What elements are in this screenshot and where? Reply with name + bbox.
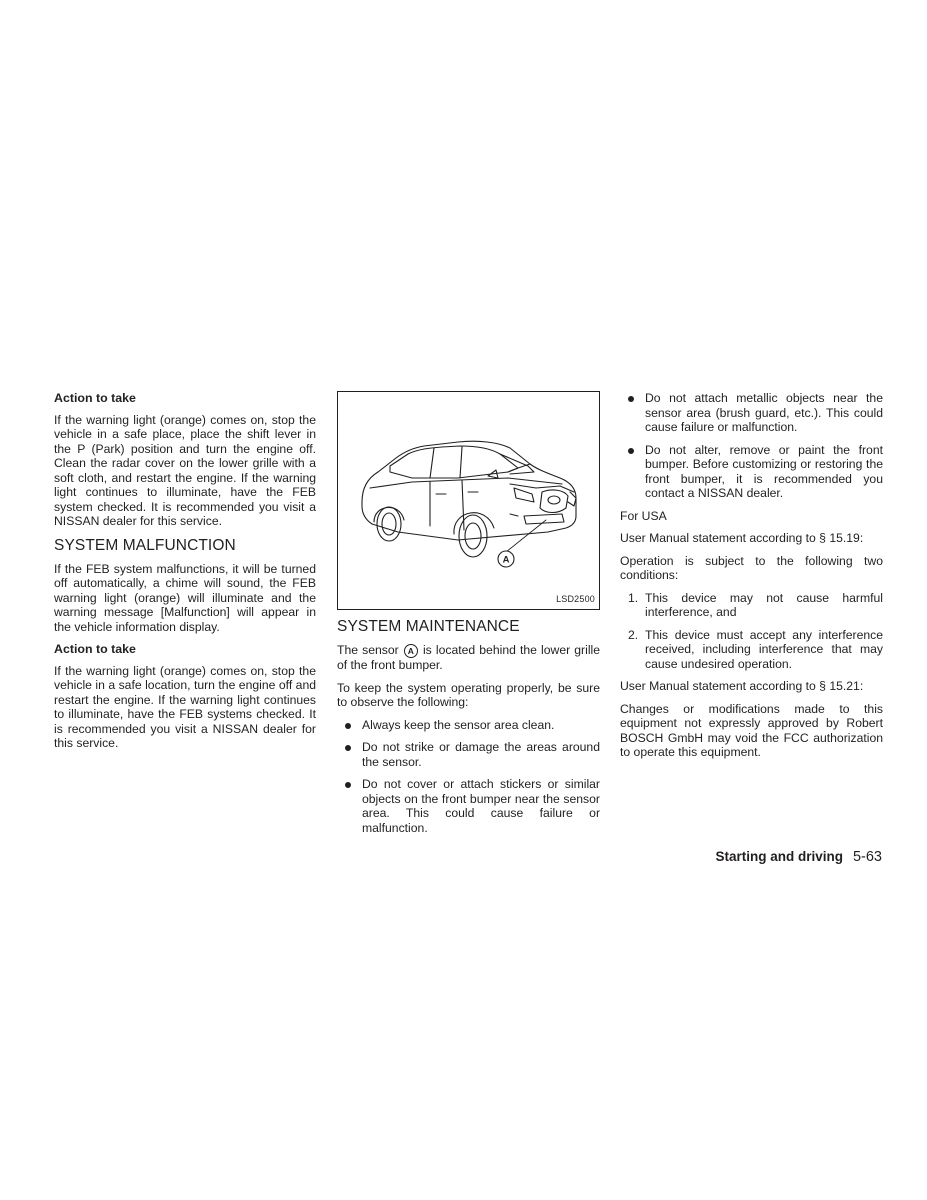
bullet-icon — [628, 396, 634, 402]
bullet-text: Do not alter, remove or paint the front bumper. Before customizing or restoring the front bumper, it is recommended you contact a NISSAN dealer. — [645, 442, 883, 500]
page-footer — [715, 849, 882, 865]
keep-operating-text: To keep the system operating properly, be sure to observe the following: — [337, 680, 600, 709]
action-heading-1: Action to take — [54, 391, 136, 405]
list-item — [337, 740, 600, 769]
car-sensor-figure — [337, 391, 600, 610]
bullet-text: Do not strike or damage the areas around the sensor. — [362, 740, 600, 769]
operation-conditions-text: Operation is subject to the following two conditions: — [620, 553, 883, 582]
action-text-2: If the warning light (orange) comes on, stop the vehicle in a safe location, turn the engine off and restart the engine. If the warning light continues to illuminate, have the FEB systems checked. It is recommended you visit a NISSAN dealer for this service. — [54, 663, 316, 750]
condition-text: This device may not cause harmful interference, and — [645, 590, 883, 619]
sensor-location-text — [337, 643, 600, 673]
bullet-icon — [628, 448, 634, 454]
list-number: 2. — [628, 627, 639, 642]
maintenance-bullet-list — [337, 718, 600, 836]
left-column — [54, 391, 316, 759]
malfunction-text: If the FEB system malfunctions, it will be turned off automatically, a chime will sound, the FEB warning light (orange) will illuminate and the warning message [Malfunction] will appear in the vehicle information display. — [54, 561, 316, 634]
list-item — [620, 391, 883, 435]
list-item — [620, 628, 883, 672]
middle-column — [337, 391, 600, 843]
figure-code: LSD2500 — [556, 593, 595, 604]
action-heading-2: Action to take — [54, 642, 136, 656]
list-item — [337, 718, 600, 733]
sensor-marker: A — [404, 644, 418, 658]
bullet-icon — [345, 782, 351, 788]
page-number: 5-63 — [852, 849, 882, 865]
bullet-icon — [345, 745, 351, 751]
for-usa-label: For USA — [620, 508, 667, 523]
list-item — [620, 443, 883, 501]
bullet-text: Do not attach metallic objects near the sensor area (brush guard, etc.). This could cause failure or malfunction. — [645, 391, 883, 434]
changes-modifications-text: Changes or modifications made to this equipment not expressly approved by Robert BOSCH GmbH may void the FCC authorization to operate this equipment. — [620, 701, 883, 759]
conditions-list — [620, 591, 883, 672]
statement-15-21: User Manual statement according to § 15.21: — [620, 679, 864, 693]
footer-section-name: Starting and driving — [715, 849, 843, 864]
caution-bullet-list — [620, 391, 883, 501]
list-item — [337, 777, 600, 835]
system-malfunction-title: SYSTEM MALFUNCTION — [54, 536, 236, 554]
car-illustration — [338, 392, 599, 609]
bullet-icon — [345, 723, 351, 729]
action-text-1: If the warning light (orange) comes on, stop the vehicle in a safe place, place the shift lever in the P (Park) position and turn the engine off. Clean the radar cover on the lower grille with a soft cloth, and restart the engine. If the warning light continues to illuminate, have the FEB system checked. It is recommended you visit a NISSAN dealer for this service. — [54, 412, 316, 528]
right-column — [620, 391, 883, 768]
bullet-text: Always keep the sensor area clean. — [362, 717, 555, 732]
list-number: 1. — [628, 590, 639, 605]
condition-text: This device must accept any interference received, including interference that may cause undesired operation. — [645, 627, 883, 671]
sensor-text-after: is located behind the lower grille of the front bumper. — [337, 643, 601, 672]
bullet-text: Do not cover or attach stickers or similar objects on the front bumper near the sensor area. This could cause failure or malfunction. — [362, 777, 600, 835]
callout-label: A — [502, 554, 510, 566]
list-item — [620, 591, 883, 620]
sensor-text-before: The sensor — [337, 643, 399, 657]
system-maintenance-title: SYSTEM MAINTENANCE — [337, 618, 520, 635]
statement-15-19: User Manual statement according to § 15.19: — [620, 531, 864, 545]
